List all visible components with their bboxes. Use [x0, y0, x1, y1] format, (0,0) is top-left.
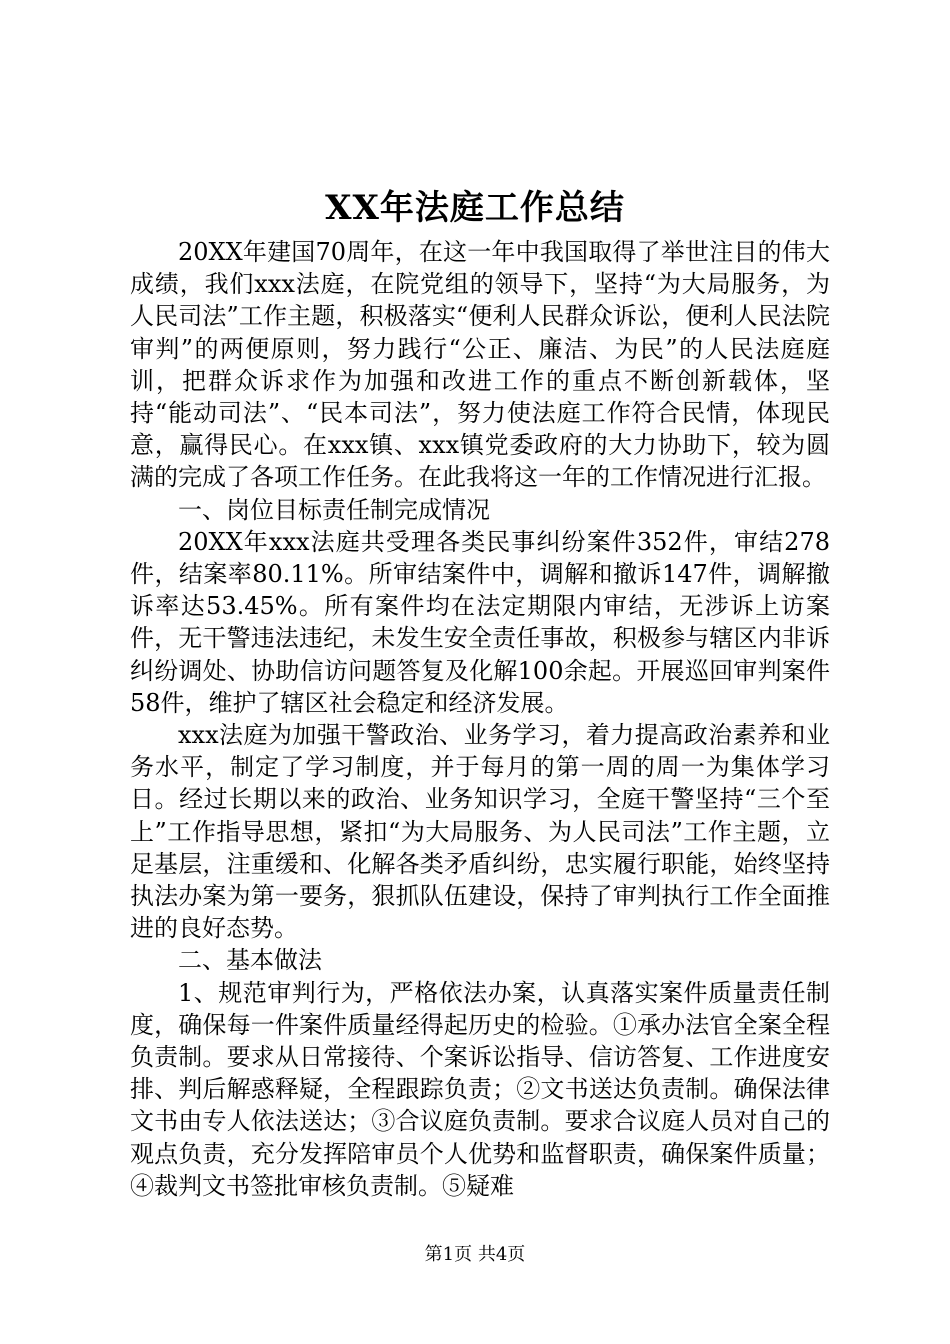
paragraph-intro: 20XX年建国70周年，在这一年中我国取得了举世注目的伟大成绩，我们xxx法庭，在院党组的领导下，坚持“为大局服务，为人民司法”工作主题，积极落实“便利人民群众诉讼，便利人民法院审判”的两便原则，努力践行“公正、廉洁、为民”的人民法庭庭训，把群众诉求作为加强和改进工作的重点不断创新载体，坚持“能动司法”、“民本司法”，努力使法庭工作符合民情，体现民意，赢得民心。在xxx镇、xxx镇党委政府的大力协助下，较为圆满的完成了各项工作任务。在此我将这一年的工作情况进行汇报。 [130, 238, 830, 492]
document-title: XX年法庭工作总结 [325, 188, 625, 228]
paragraph-case-stats: 20XX年xxx法庭共受理各类民事纠纷案件352件，审结278件，结案率80.11%。所审结案件中，调解和撤诉147件，调解撤诉率达53.45%。所有案件均在法定期限内审结，无涉诉上访案件，无干警违法违纪，未发生安全责任事故，积极参与辖区内非诉纠纷调处、协助信访问题答复及化解100余起。开展巡回审判案件58件，维护了辖区社会稳定和经济发展。 [130, 527, 830, 717]
page-number: 第1页 共4页 [424, 1244, 526, 1265]
paragraph-study: xxx法庭为加强干警政治、业务学习，着力提高政治素养和业务水平，制定了学习制度，并于每月的第一周的周一为集体学习日。经过长期以来的政治、业务知识学习，全庭干警坚持“三个至上”工作指导思想，紧扣“为大局服务、为人民司法”工作主题，立足基层，注重缓和、化解各类矛盾纠纷，忠实履行职能，始终坚持执法办案为第一要务，狠抓队伍建设，保持了审判执行工作全面推进的良好态势。 [130, 721, 830, 943]
section-heading-2: 二、基本做法 [178, 946, 322, 975]
paragraph-practice-1: 1、规范审判行为，严格依法办案，认真落实案件质量责任制度，确保每一件案件质量经得起历史的检验。①承办法官全案全程负责制。要求从日常接待、个案诉讼指导、信访答复、工作进度安排、判后解惑释疑，全程跟踪负责；②文书送达负责制。确保法律文书由专人依法送达；③合议庭负责制。要求合议庭人员对自己的观点负责，充分发挥陪审员个人优势和监督职责，确保案件质量；④裁判文书签批审核负责制。⑤疑难 [130, 978, 830, 1200]
document-body [130, 236, 830, 1202]
section-heading-1: 一、岗位目标责任制完成情况 [178, 495, 490, 524]
